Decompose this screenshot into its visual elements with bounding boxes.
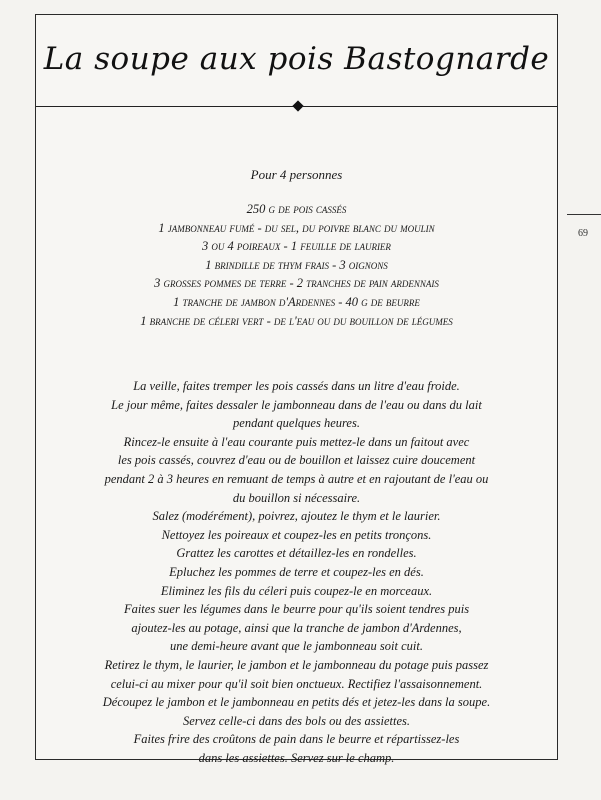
- instruction-line: du bouillon si nécessaire.: [232, 490, 361, 505]
- instruction-line: Servez celle-ci dans des bols ou des assiettes.: [182, 713, 411, 728]
- instruction-line: Eliminez les fils du céleri puis coupez-le en morceaux.: [160, 583, 433, 598]
- ingredient-line: 1 branche de céleri vert - de l'eau ou du bouillon de légumes: [140, 313, 453, 328]
- instruction-line: dans les assiettes. Servez sur le champ.: [198, 750, 395, 765]
- instruction-line: Retirez le thym, le laurier, le jambon et le jambonneau du potage puis passez: [104, 657, 489, 672]
- title-rule-right: [302, 106, 557, 107]
- ingredient-line: 1 jambonneau fumé - du sel, du poivre blanc du moulin: [158, 220, 435, 235]
- instruction-line: Le jour même, faites dessaler le jambonneau dans de l'eau ou dans du lait: [111, 397, 482, 412]
- page-tab-rule: [567, 214, 601, 215]
- recipe-title: La soupe aux pois Bastognarde: [43, 41, 550, 77]
- instruction-line: Salez (modérément), poivrez, ajoutez le thym et le laurier.: [152, 509, 441, 524]
- title-rule-left: [36, 106, 294, 107]
- instruction-line: Rincez-le ensuite à l'eau courante puis mettez-le dans un faitout avec: [123, 434, 470, 449]
- instruction-line: une demi-heure avant que le jambonneau soit cuit.: [170, 639, 423, 654]
- instruction-line: Faites suer les légumes dans le beurre pour qu'ils soient tendres puis: [123, 602, 470, 617]
- instructions-text: [36, 377, 557, 767]
- instruction-line: celui-ci au mixer pour qu'il soit bien onctueux. Rectifiez l'assaisonnement.: [110, 676, 483, 691]
- instruction-line: Nettoyez les poireaux et coupez-les en petits tronçons.: [161, 527, 432, 542]
- instruction-line: Grattez les carottes et détaillez-les en rondelles.: [176, 546, 417, 561]
- instruction-line: Faites frire des croûtons de pain dans le beurre et répartissez-les: [133, 732, 460, 747]
- recipe-page: [35, 14, 558, 765]
- instruction-line: Découpez le jambon et le jambonneau en petits dés et jetez-les dans la soupe.: [102, 695, 491, 710]
- instruction-line: pendant 2 à 3 heures en remuant de temps à autre et en rajoutant de l'eau ou: [104, 471, 489, 486]
- ingredient-line: 1 tranche de jambon d'Ardennes - 40 g de beurre: [173, 294, 420, 309]
- instruction-line: pendant quelques heures.: [233, 416, 360, 431]
- ingredient-line: 3 ou 4 poireaux - 1 feuille de laurier: [202, 239, 391, 254]
- ingredient-line: 250 g de pois cassés: [246, 202, 347, 216]
- servings-text: Pour 4 personnes: [250, 167, 343, 182]
- ingredient-line: 1 brindille de thym frais - 3 oignons: [205, 257, 388, 272]
- page-number: 69: [578, 228, 588, 239]
- instruction-line: Epluchez les pommes de terre et coupez-les en dés.: [169, 564, 424, 579]
- instruction-line: La veille, faites tremper les pois cassés dans un litre d'eau froide.: [133, 379, 460, 393]
- instruction-line: ajoutez-les au potage, ainsi que la tranche de jambon d'Ardennes,: [131, 620, 462, 635]
- instruction-line: les pois cassés, couvrez d'eau ou de bouillon et laissez cuire doucement: [117, 453, 476, 468]
- ingredient-line: 3 grosses pommes de terre - 2 tranches de pain ardennais: [154, 276, 439, 291]
- ingredients-list: [36, 200, 557, 330]
